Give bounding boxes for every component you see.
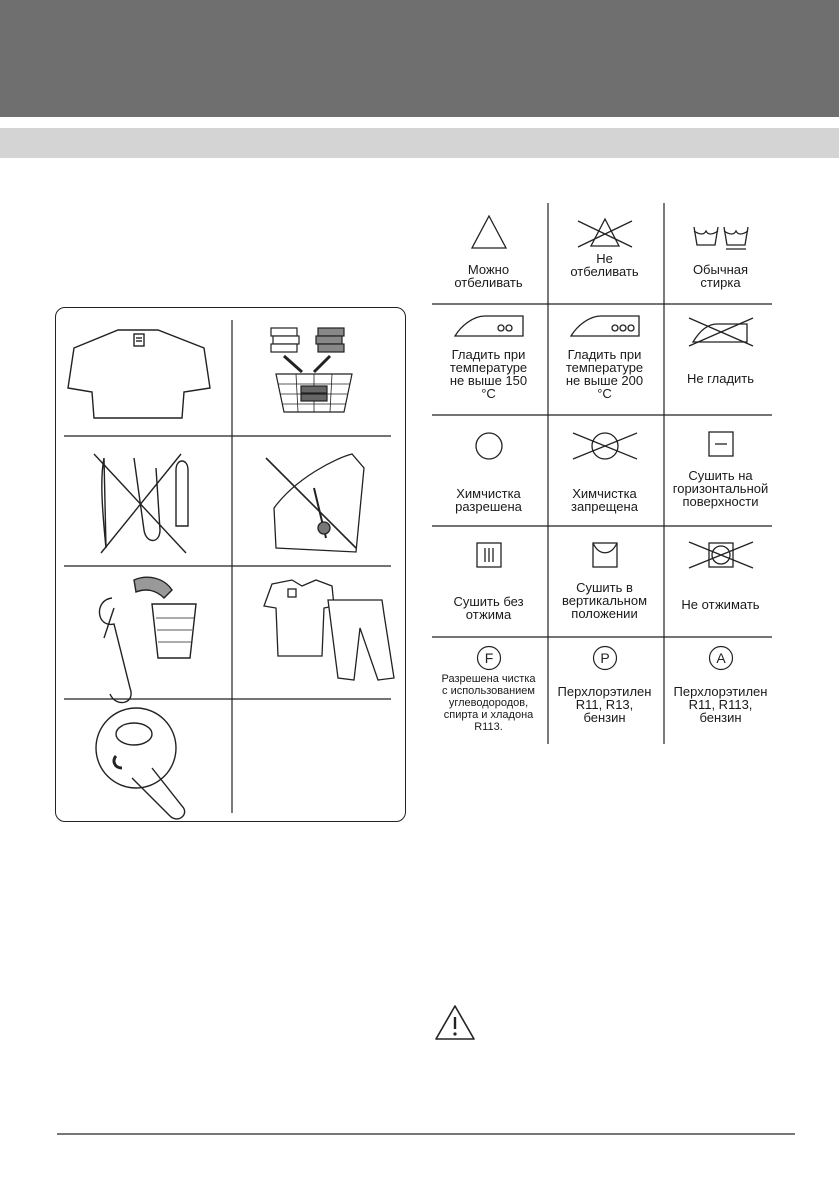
symbol-cell-drip-dry [432,540,545,621]
warning-icon [433,1003,477,1043]
sorting-laundry-illustration [271,328,352,412]
symbol-label: Разрешена чистка с использованием углеводородов, спирта и хладона R113. [441,673,536,733]
no-iron-icon [681,312,761,348]
symbol-cell-solvent-p [548,645,661,724]
symbol-cell-no-dry-clean [548,429,661,513]
symbol-cell-no-iron [664,312,777,385]
symbol-cell-bleach-allowed [432,213,545,289]
letter-f: F [484,650,493,666]
no-pins-illustration [94,454,188,553]
illustration-grid [56,308,407,823]
symbol-cell-normal-wash [664,213,777,289]
symbol-cell-no-bleach [548,213,661,278]
circle-p-icon [590,645,620,673]
normal-wash-icon [688,213,754,251]
no-zipper-illustration [266,454,364,552]
symbol-cell-iron-200 [548,312,661,400]
symbol-label: Гладить при температуре не выше 200 °C [565,347,644,401]
symbol-label: Не гладить [686,371,755,386]
symbol-cell-line-dry [548,540,661,620]
no-dry-clean-icon [565,429,645,463]
line-dry-icon [590,540,620,570]
symbol-label: Перхлорэтилен R11, R13, бензин [557,684,652,725]
symbol-cell-dry-clean [432,431,545,513]
header-band [0,0,839,117]
symbol-cell-solvent-a [664,645,777,724]
no-tumble-icon [681,538,761,572]
bleach-allowed-icon [469,213,509,251]
circle-a-icon [706,645,736,673]
footer-rule [57,1133,795,1135]
symbol-label: Можно отбеливать [454,262,523,290]
symbol-cell-solvent-f [432,645,545,733]
laundry-illustration-panel [55,307,406,822]
symbol-label: Сушить без отжима [453,594,524,622]
symbol-label: Сушить на горизонтальной поверхности [672,468,769,509]
section-band [0,128,839,158]
drip-dry-icon [474,540,504,570]
dry-clean-icon [472,431,506,461]
dry-flat-icon [706,429,736,459]
shirt-label-illustration [68,330,210,418]
letter-p: P [599,650,610,666]
symbol-label: Обычная стирка [692,262,749,290]
symbol-label: Химчистка запрещена [571,486,638,514]
circle-f-icon [474,645,504,673]
tshirt-trousers-illustration [264,580,394,680]
letter-a: A [715,650,726,666]
symbol-label: Перхлорэтилен R11, R113, бензин [673,684,768,725]
symbol-label: Гладить при температуре не выше 150 °C [449,347,528,401]
no-bleach-icon [572,213,638,251]
symbol-label: Не отжимать [681,597,760,612]
symbol-label: Не отбеливать [570,251,639,279]
symbol-cell-no-tumble [664,538,777,611]
symbol-label: Сушить в вертикальном положении [561,580,648,621]
care-symbol-table [432,203,772,744]
symbol-cell-iron-150 [432,312,545,400]
symbol-cell-dry-flat [664,429,777,508]
hook-basket-illustration [99,577,196,702]
iron-two-dots-icon [449,312,529,338]
iron-three-dots-icon [565,312,645,338]
sock-bag-illustration [96,708,185,819]
symbol-label: Химчистка разрешена [455,486,522,514]
